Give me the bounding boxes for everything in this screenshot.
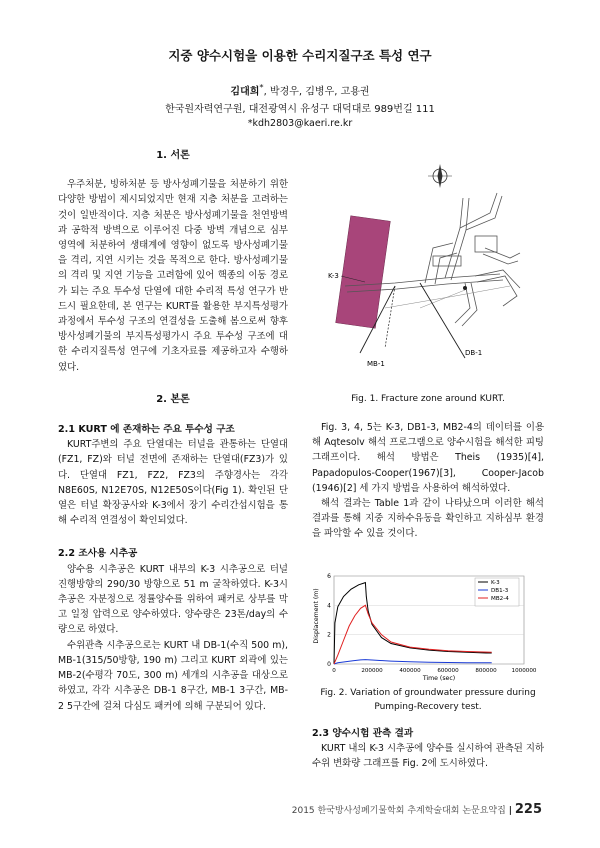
y-tick-label: 4 [327,602,331,610]
label-k3: K-3 [328,272,339,280]
affiliation: 한국원자력연구원, 대전광역시 유성구 대덕대로 989번길 111 [165,104,435,115]
legend-entry: K-3 [491,580,500,586]
section-2-2-paragraph-2: 수위관측 시추공으로는 KURT 내 DB-1(수직 500 m), MB-1(315/50방향, 190 m) 그리고 KURT 외곽에 있는 MB-2(수평각 70도, 300 m) 세개의 시추공을 대상으로 하였고, 각각 시추공은 DB-1 8구간, MB-1 3구간, MB-2 5구간에 걸쳐 다심도 패커에 의해 구분되어 있다. [58,639,288,712]
x-tick-label: 800000 [475,668,497,674]
displacement-chart [312,570,544,682]
section-2-2-title: 2.2 조사용 시추공 [58,548,138,560]
y-tick-label: 2 [327,631,331,639]
x-tick-label: 1000000 [511,668,537,674]
footer-text: 2015 한국방사성폐기물학회 추계학술대회 논문요약집 [291,806,506,816]
right-column [312,392,544,542]
figure-2-caption: Fig. 2. Variation of groundwater pressure during Pumping-Recovery test. [320,688,536,712]
label-db1: DB-1 [465,349,483,357]
y-tick-label: 0 [327,661,331,668]
right-column-lower [312,686,544,772]
left-column [58,148,288,714]
page-number: 225 [514,802,542,817]
paper-title: 지중 양수시험을 이용한 수리지질구조 특성 연구 [168,48,432,63]
section-2-3-paragraph: KURT 내의 K-3 시추공에 양수를 실시하여 관측된 지하수위 변화량 그래프를 Fig. 2에 도시하였다. [312,743,544,770]
north-arrow-icon [428,164,452,188]
y-axis-label: Displacement (m) [313,588,320,644]
x-tick-label: 200000 [361,668,383,674]
footer-separator: | [508,806,512,816]
figures-paragraph-1: Fig. 3, 4, 5는 K-3, DB1-3, MB2-4의 데이터를 이용해 Aqtesolv 해석 프로그램으로 양수시험을 해석한 피팅 그래프이다. 해석 방법은 Theis (1935)[4], Papadopulos-Cooper(1967)[3], Cooper-Jacob (1946)[2] 세 가지 방법을 사용하여 해석하였다. [312,422,544,494]
fracture-zone-map [325,158,530,383]
x-tick-label: 0 [332,668,336,674]
author-list [0,82,600,97]
intro-paragraph: 우주처분, 빙하처분 등 방사성폐기물을 처분하기 위한 다양한 방법이 제시되었지만 현재 지층 처분을 고려하는 것이 일반적이다. 지층 처분은 방사성폐기물을 천연방벽과 공학적 방벽으로 이루어진 다중 방벽 개념으로 심부 영역에 처분하여 생태계에 영향이 없도록 방사성폐기물을 격리, 지연 시키는 것을 목적으로 한다. 방사성폐기물의 격리 및 지연 기능을 고려함에 있어 핵종의 이동 경로가 되는 주요 투수성 단열에 대한 수리적 특성 연구가 반드시 필요한데, 본 연구는 KURT를 활용한 부지특성평가 과정에서 투수성 구조의 연결성을 도출해 봄으로써 향후 방사성폐기물의 부지특성평가시 주요 투수성 구조에 대한 수리지질특성 연구에 기초자료를 제공하고자 수행하였다. [58,179,288,373]
label-mb1: MB-1 [367,360,385,368]
section-2-1-paragraph: KURT주변의 주요 단열대는 터널을 관통하는 단열대(FZ1, FZ)와 터널 전면에 존재하는 단열대(FZ3)가 있다. 단열대 FZ1, FZ2, FZ3의 주향경사는 각각 N8E60S, N12E70S, N12E50S이다(Fig 1). 확인된 단열은 터널 확장공사와 K-3에서 장기 수리간섭시험을 통해 수리적 연결성이 확인되었다. [58,439,288,527]
legend-entry: DB1-3 [491,588,509,594]
section-2-3-title: 2.3 양수시험 관측 결과 [312,728,414,739]
y-tick-label: 6 [327,573,331,580]
section-body-title: 2. 본론 [156,393,190,405]
legend-entry: MB2-4 [491,596,509,602]
section-2-1-title: 2.1 KURT 에 존재하는 주요 투수성 구조 [58,424,235,436]
series-line-db1-3 [334,660,492,664]
section-2-2-paragraph-1: 양수용 시추공은 KURT 내부의 K-3 시추공으로 터널 진행방향의 290/30 방향으로 51 m 굴착하였다. K-3시추공은 자분정으로 정률양수를 위하여 패커로 상부를 막고 일정 압력으로 양수하였다. 양수량은 23톤/day의 수량으로 하였다. [58,563,288,636]
x-axis-label: Time (sec) [422,675,456,682]
x-tick-label: 600000 [437,668,459,674]
x-tick-label: 400000 [399,668,421,674]
section-intro-title: 1. 서론 [156,150,190,161]
email: *kdh2803@kaeri.re.kr [247,118,353,129]
page-footer [292,802,542,817]
co-authors: , 박경우, 김병우, 고용권 [263,86,370,98]
lead-author: 김대희 [230,86,260,98]
corresponding-mark: * [259,82,264,92]
figures-paragraph-2: 해석 결과는 Table 1과 같이 나타났으며 이러한 해석결과를 통해 지중 지하수유동을 확인하고 지하심부 환경을 파악할 수 있을 것이다. [312,498,544,540]
figure-1-caption: Fig. 1. Fracture zone around KURT. [351,394,505,404]
